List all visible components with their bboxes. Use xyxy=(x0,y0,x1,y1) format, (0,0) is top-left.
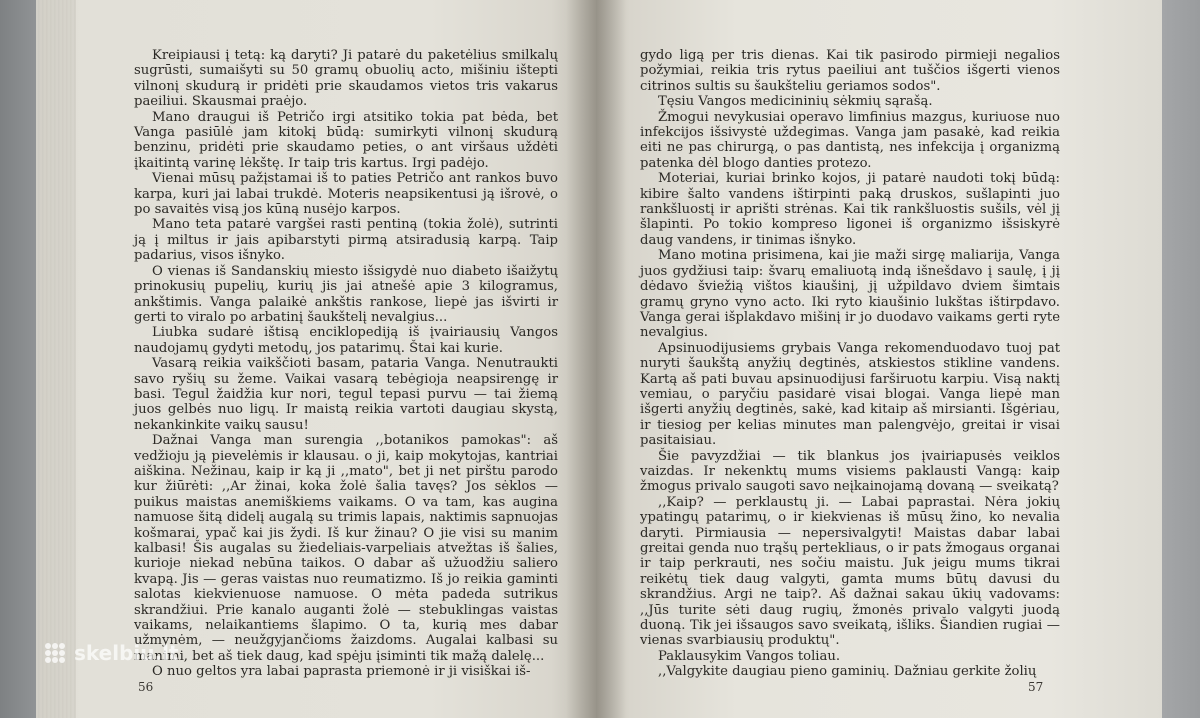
watermark xyxy=(42,640,179,666)
paragraph: gydo ligą per tris dienas. Kai tik pasirodo pirmieji negalios požymiai, reikia tris rytus paeiliui ant tuščios išgerti vienos citrinos sultis su šaukšteliu geriamos sodos". xyxy=(640,48,1060,94)
paragraph: O nuo geltos yra labai paprasta priemonė ir ji visiškai iš- xyxy=(152,664,531,680)
right-page-text xyxy=(640,48,1060,680)
paragraph: Mano draugui iš Petričo irgi atsitiko tokia pat bėda, bet Vanga pasiūlė jam kitokį būdą: sumirkyti vilnonį skudurą benzinu, pridėti prie skaudamo peties, o ant viršaus uždėti įkaitintą varinę lėkštę. Ir taip tris kartus. Irgi padėjo. xyxy=(134,109,558,171)
dots-logo-icon xyxy=(42,640,68,666)
left-page-text xyxy=(134,48,558,680)
left-page xyxy=(36,0,596,718)
paragraph: O vienas iš Sandanskių miesto išsigydė nuo diabeto išaižytų prinokusių pupelių, kurių jis jai atnešė apie 3 kilogramus, ankštimis. Vanga palaikė ankštis rankose, liepė jas išvirti ir gerti to viralo po arbatinį šaukštelį nevalgius... xyxy=(134,263,558,325)
paragraph: Mano motina prisimena, kai jie maži sirgę maliarija, Vanga juos gydžiusi taip: švarų emaliuotą indą išnešdavo į saulę, į jį dėdavo šviežią vištos kiaušinį, jį užpildavo dviem šimtais gramų gryno vyno acto. Iki ryto kiaušinio lukštas ištirpdavo. Vanga gerai išplakdavo mišinį ir jo duodavo vaikams gerti ryte nevalgius. xyxy=(640,248,1060,341)
watermark-text: skelbiu.lt xyxy=(74,641,179,665)
paragraph: Kreipiausi į tetą: ką daryti? Ji patarė du paketėlius smilkalų sugrūsti, sumaišyti su 50 gramų obuolių acto, mišiniu ištepti vilnonį skudurą ir pridėti prie skaudamos vietos tris vakarus paeiliui. Skausmai praėjo. xyxy=(134,48,558,110)
book-spread xyxy=(36,0,1162,718)
paragraph: Žmogui nevykusiai operavo limfinius mazgus, kuriuose nuo infekcijos išsivystė uždegimas. Vanga jam pasakė, kad reikia eiti ne pas chirurgą, o pas dantistą, nes infekcija į organizmą patenka dėl blogo danties protezo. xyxy=(640,109,1060,171)
paragraph: Paklausykim Vangos toliau. xyxy=(658,648,841,664)
paragraph: Vienai mūsų pažįstamai iš to paties Petričo ant rankos buvo karpa, kuri jai labai trukdė. Moteris neapsikentusi ją išrovė, o po savaitės visą jos kūną nusėjo karpos. xyxy=(134,171,558,218)
paragraph: ,,Kaip? — perklaustų ji. — Labai paprastai. Nėra jokių ypatingų patarimų, o ir kiekvienas iš mūsų žino, ko nevalia daryti. Pirmiausia — nepersivalgyti! Maistas dabar labai greitai genda nuo trąšų pertekliaus, o ir pats žmogaus organai ir taip perkrauti, nes sočiu maistu. Juk jeigu mums tikrai reikėtų tiek daug valgyti, gamta mums būtų davusi du skrandžius. Argi ne taip?. Aš dažnai sakau ūkių vadovams: ,,Jūs turite sėti daug rugių, žmonės privalo valgyti juodą duoną. Tik jei išsaugos savo sveikatą, išliks. Šiandien rugiai — vienas svarbiausių produktų". xyxy=(640,494,1060,649)
paragraph: Apsinuodijusiems grybais Vanga rekomenduodavo tuoj pat nuryti šaukštą anyžių degtinės, atskiestos stikline vandens. Kartą aš pati buvau apsinuodijusi farširuotu karpiu. Visą naktį vemiau, o paryčiu pasidarė visai blogai. Vanga liepė man išgerti anyžių degtinės, sakė, kad kitaip aš mirsianti. Išgėriau, ir tiesiog per kelias minutes man palengvėjo, greitai ir visai pasitaisiau. xyxy=(640,340,1060,449)
paragraph: Tęsiu Vangos medicininių sėkmių sąrašą. xyxy=(658,94,933,110)
paragraph: Vasarą reikia vaikščioti basam, pataria Vanga. Nenutraukti savo ryšių su žeme. Vaikai vasarą tebėgioja neapsirengę ir basi. Tegul žaidžia kur nori, tegul tepasi purvu — tai žiemą juos gelbės nuo ligų. Ir maistą reikia vartoti daugiau skystą, nekankinkite vaikų sausu! xyxy=(134,356,558,433)
paragraph: Šie pavyzdžiai — tik blankus jos įvairiapusės veiklos vaizdas. Ir nekenktų mums visiems paklausti Vangą: kaip žmogus privalo saugoti savo neįkainojamą dovaną — sveikatą? xyxy=(640,448,1060,495)
background-left xyxy=(0,0,36,718)
page-number-left: 56 xyxy=(138,680,154,694)
paragraph: Liubka sudarė ištisą enciklopediją iš įvairiausių Vangos naudojamų gydyti metodų, jos patarimų. Štai kai kurie. xyxy=(134,325,558,356)
right-page xyxy=(596,0,1162,718)
background-right xyxy=(1162,0,1200,718)
paragraph: Dažnai Vanga man surengia ,,botanikos pamokas": aš vedžioju ją pievelėmis ir klausau. o ji, kaip mokytojas, kantriai aiškina. Nežinau, kaip ir ką ji ,,mato", bet ji net pirštu parodo kur žiūrėti: ,,Ar žinai, koka žolė šalia tavęs? Jos sėklos — puikus maistas anemiškiems vaikams. O va tam, kas augina namuose šitą didelį augalą su trimis lapais, naktimis sapnuojas košmarai, ypač kai jis žydi. Iš kur žinau? O jie visi su manim kalbasi! Šis augalas su žiedeliais-varpeliais atvežtas iš šalies, kurioje niekad nebūna taikos. O dabar aš užuodžiu saliero kvapą. Jis — geras vaistas nuo reumatizmo. Iš jo reikia gaminti salotas kiekvienuose namuose. O mėta padeda sutrikus skrandžiui. Prie kanalo auganti žolė — stebuklingas vaistas vaikams, nelaikantiems šlapimo. O ta, kurią mes dabar užmynėm, — neužgyjančioms žaizdoms. Augalai kalbasi su manimi, bet aš tiek daug, kad spėju įsiminti tik mažą dalelę... xyxy=(134,433,558,664)
paragraph: Moteriai, kuriai brinko kojos, ji patarė naudoti tokį būdą: kibire šalto vandens ištirpinti paką druskos, sušlapinti juo rankšluostį ir aprišti strėnas. Kai tik rankšluostis sušils, vėl jį šlapinti. Po tokio kompreso ligonei iš organizmo išsiskyrė daug vandens, ir tinimas išnyko. xyxy=(640,171,1060,248)
paragraph: ,,Valgykite daugiau pieno gaminių. Dažniau gerkite žolių xyxy=(658,664,1037,680)
paragraph: Mano teta patarė vargšei rasti pentiną (tokia žolė), sutrinti ją į miltus ir jais apibarstyti pirmą atsiradusią karpą. Taip padarius, visos išnyko. xyxy=(134,217,558,264)
page-number-right: 57 xyxy=(1028,680,1044,694)
page-edges xyxy=(36,0,76,718)
